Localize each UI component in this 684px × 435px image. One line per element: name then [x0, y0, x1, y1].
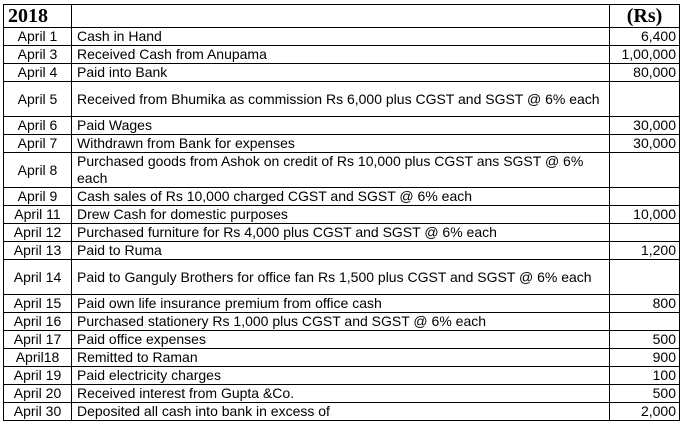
date-cell: April 11: [4, 206, 72, 224]
table-row: [4, 117, 680, 135]
date-cell: April 6: [4, 117, 72, 135]
amount-cell: [610, 153, 680, 188]
table-row: [4, 64, 680, 82]
amount-cell: 30,000: [610, 117, 680, 135]
date-cell: April 19: [4, 367, 72, 385]
particulars-cell: Paid into Bank: [72, 64, 610, 82]
date-cell: April18: [4, 349, 72, 367]
year-header: 2018: [4, 5, 72, 28]
table-row: [4, 135, 680, 153]
particulars-cell: Cash sales of Rs 10,000 charged CGST and SGST @ 6% each: [72, 188, 610, 206]
particulars-cell: Paid electricity charges: [72, 367, 610, 385]
amount-cell: [610, 224, 680, 242]
amount-cell: 30,000: [610, 135, 680, 153]
amount-cell: 900: [610, 349, 680, 367]
table-row: [4, 224, 680, 242]
table-row: [4, 385, 680, 403]
date-cell: April 14: [4, 260, 72, 295]
date-cell: April 4: [4, 64, 72, 82]
particulars-cell: Cash in Hand: [72, 28, 610, 46]
date-cell: April 17: [4, 331, 72, 349]
amount-cell: 800: [610, 295, 680, 313]
date-cell: April 7: [4, 135, 72, 153]
table-row: [4, 82, 680, 117]
table-body: [4, 28, 680, 421]
particulars-cell: Paid office expenses: [72, 331, 610, 349]
particulars-cell: Deposited all cash into bank in excess of: [72, 403, 610, 421]
header-row: [4, 5, 680, 28]
amount-cell: [610, 313, 680, 331]
table-row: [4, 313, 680, 331]
particulars-cell: Paid to Ruma: [72, 242, 610, 260]
particulars-cell: Purchased furniture for Rs 4,000 plus CGST and SGST @ 6% each: [72, 224, 610, 242]
amount-cell: 500: [610, 385, 680, 403]
transactions-table: [3, 4, 680, 421]
particulars-cell: Purchased goods from Ashok on credit of Rs 10,000 plus CGST ans SGST @ 6% each: [72, 153, 610, 188]
amount-cell: [610, 82, 680, 117]
table-row: [4, 260, 680, 295]
table-row: [4, 46, 680, 64]
particulars-cell: Withdrawn from Bank for expenses: [72, 135, 610, 153]
date-cell: April 13: [4, 242, 72, 260]
particulars-cell: Drew Cash for domestic purposes: [72, 206, 610, 224]
particulars-cell: Paid to Ganguly Brothers for office fan Rs 1,500 plus CGST and SGST @ 6% each: [72, 260, 610, 295]
date-cell: April 5: [4, 82, 72, 117]
table-row: [4, 242, 680, 260]
date-cell: April 15: [4, 295, 72, 313]
date-cell: April 20: [4, 385, 72, 403]
amount-cell: [610, 260, 680, 295]
amount-cell: 1,00,000: [610, 46, 680, 64]
particulars-cell: Remitted to Raman: [72, 349, 610, 367]
amount-header: (Rs): [610, 5, 680, 28]
amount-cell: 100: [610, 367, 680, 385]
particulars-cell: Received from Bhumika as commission Rs 6,000 plus CGST and SGST @ 6% each: [72, 82, 610, 117]
table-row: [4, 188, 680, 206]
particulars-cell: Paid Wages: [72, 117, 610, 135]
table-row: [4, 367, 680, 385]
amount-cell: 6,400: [610, 28, 680, 46]
date-cell: April 12: [4, 224, 72, 242]
particulars-cell: Purchased stationery Rs 1,000 plus CGST and SGST @ 6% each: [72, 313, 610, 331]
date-cell: April 9: [4, 188, 72, 206]
particulars-cell: Received Cash from Anupama: [72, 46, 610, 64]
table-row: [4, 295, 680, 313]
amount-cell: [610, 188, 680, 206]
date-cell: April 8: [4, 153, 72, 188]
date-cell: April 16: [4, 313, 72, 331]
amount-cell: 1,200: [610, 242, 680, 260]
amount-cell: 500: [610, 331, 680, 349]
date-cell: April 3: [4, 46, 72, 64]
date-cell: April 1: [4, 28, 72, 46]
table-row: [4, 206, 680, 224]
table-row: [4, 349, 680, 367]
particulars-cell: Received interest from Gupta &Co.: [72, 385, 610, 403]
table-row: [4, 28, 680, 46]
table-row: [4, 331, 680, 349]
table-row: [4, 153, 680, 188]
particulars-header: [72, 5, 610, 28]
amount-cell: 10,000: [610, 206, 680, 224]
particulars-cell: Paid own life insurance premium from office cash: [72, 295, 610, 313]
date-cell: April 30: [4, 403, 72, 421]
amount-cell: 80,000: [610, 64, 680, 82]
amount-cell: 2,000: [610, 403, 680, 421]
table-row: [4, 403, 680, 421]
